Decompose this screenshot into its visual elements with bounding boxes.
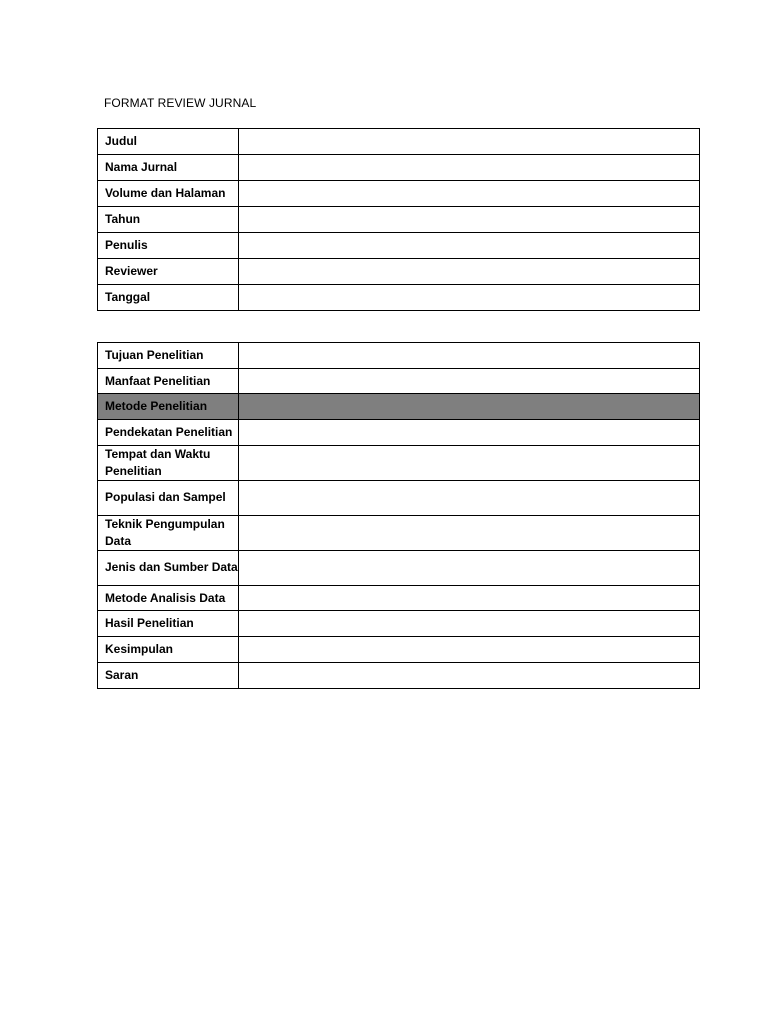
table-row <box>98 129 700 155</box>
row-label: Saran <box>98 662 239 688</box>
table-row <box>98 515 700 550</box>
table-row <box>98 637 700 663</box>
row-label: Populasi dan Sampel <box>98 480 239 515</box>
table-row <box>98 611 700 637</box>
row-label: Hasil Penelitian <box>98 611 239 637</box>
row-label: Jenis dan Sumber Data <box>98 550 239 585</box>
table-row <box>98 285 700 311</box>
table-row <box>98 445 700 480</box>
row-value-cell[interactable] <box>239 129 700 155</box>
row-label: Volume dan Halaman <box>98 181 239 207</box>
row-value-cell[interactable] <box>239 550 700 585</box>
table-row <box>98 480 700 515</box>
row-value-cell[interactable] <box>239 343 700 369</box>
row-label: Manfaat Penelitian <box>98 368 239 394</box>
row-label: Judul <box>98 129 239 155</box>
table-row <box>98 343 700 369</box>
table-row <box>98 207 700 233</box>
row-value-cell[interactable] <box>239 368 700 394</box>
row-label: Nama Jurnal <box>98 155 239 181</box>
row-value-cell[interactable] <box>239 207 700 233</box>
row-label: Tempat dan Waktu Penelitian <box>98 445 239 480</box>
row-value-cell[interactable] <box>239 181 700 207</box>
table-row <box>98 550 700 585</box>
row-label: Kesimpulan <box>98 637 239 663</box>
row-value-cell[interactable] <box>239 155 700 181</box>
row-label: Teknik Pengumpulan Data <box>98 515 239 550</box>
table-row-highlighted <box>98 394 700 420</box>
table-row <box>98 181 700 207</box>
table-row <box>98 585 700 611</box>
row-label: Penulis <box>98 233 239 259</box>
table-row <box>98 233 700 259</box>
page-title: FORMAT REVIEW JURNAL <box>104 96 257 110</box>
row-value-cell[interactable] <box>239 637 700 663</box>
research-review-table <box>97 342 700 689</box>
row-value-cell[interactable] <box>239 259 700 285</box>
table-row <box>98 420 700 446</box>
row-value-cell[interactable] <box>239 445 700 480</box>
table-row <box>98 368 700 394</box>
table-row <box>98 662 700 688</box>
row-label: Metode Analisis Data <box>98 585 239 611</box>
table-row <box>98 155 700 181</box>
row-label: Tujuan Penelitian <box>98 343 239 369</box>
row-label: Tahun <box>98 207 239 233</box>
row-label: Metode Penelitian <box>98 394 239 420</box>
row-value-cell[interactable] <box>239 515 700 550</box>
row-value-cell[interactable] <box>239 662 700 688</box>
row-value-cell[interactable] <box>239 233 700 259</box>
row-value-cell[interactable] <box>239 585 700 611</box>
table-row <box>98 259 700 285</box>
row-label: Reviewer <box>98 259 239 285</box>
row-value-cell[interactable] <box>239 420 700 446</box>
journal-info-table <box>97 128 700 311</box>
row-value-cell[interactable] <box>239 611 700 637</box>
row-value-cell[interactable] <box>239 480 700 515</box>
row-label: Tanggal <box>98 285 239 311</box>
row-label: Pendekatan Penelitian <box>98 420 239 446</box>
row-value-cell[interactable] <box>239 285 700 311</box>
row-value-cell[interactable] <box>239 394 700 420</box>
